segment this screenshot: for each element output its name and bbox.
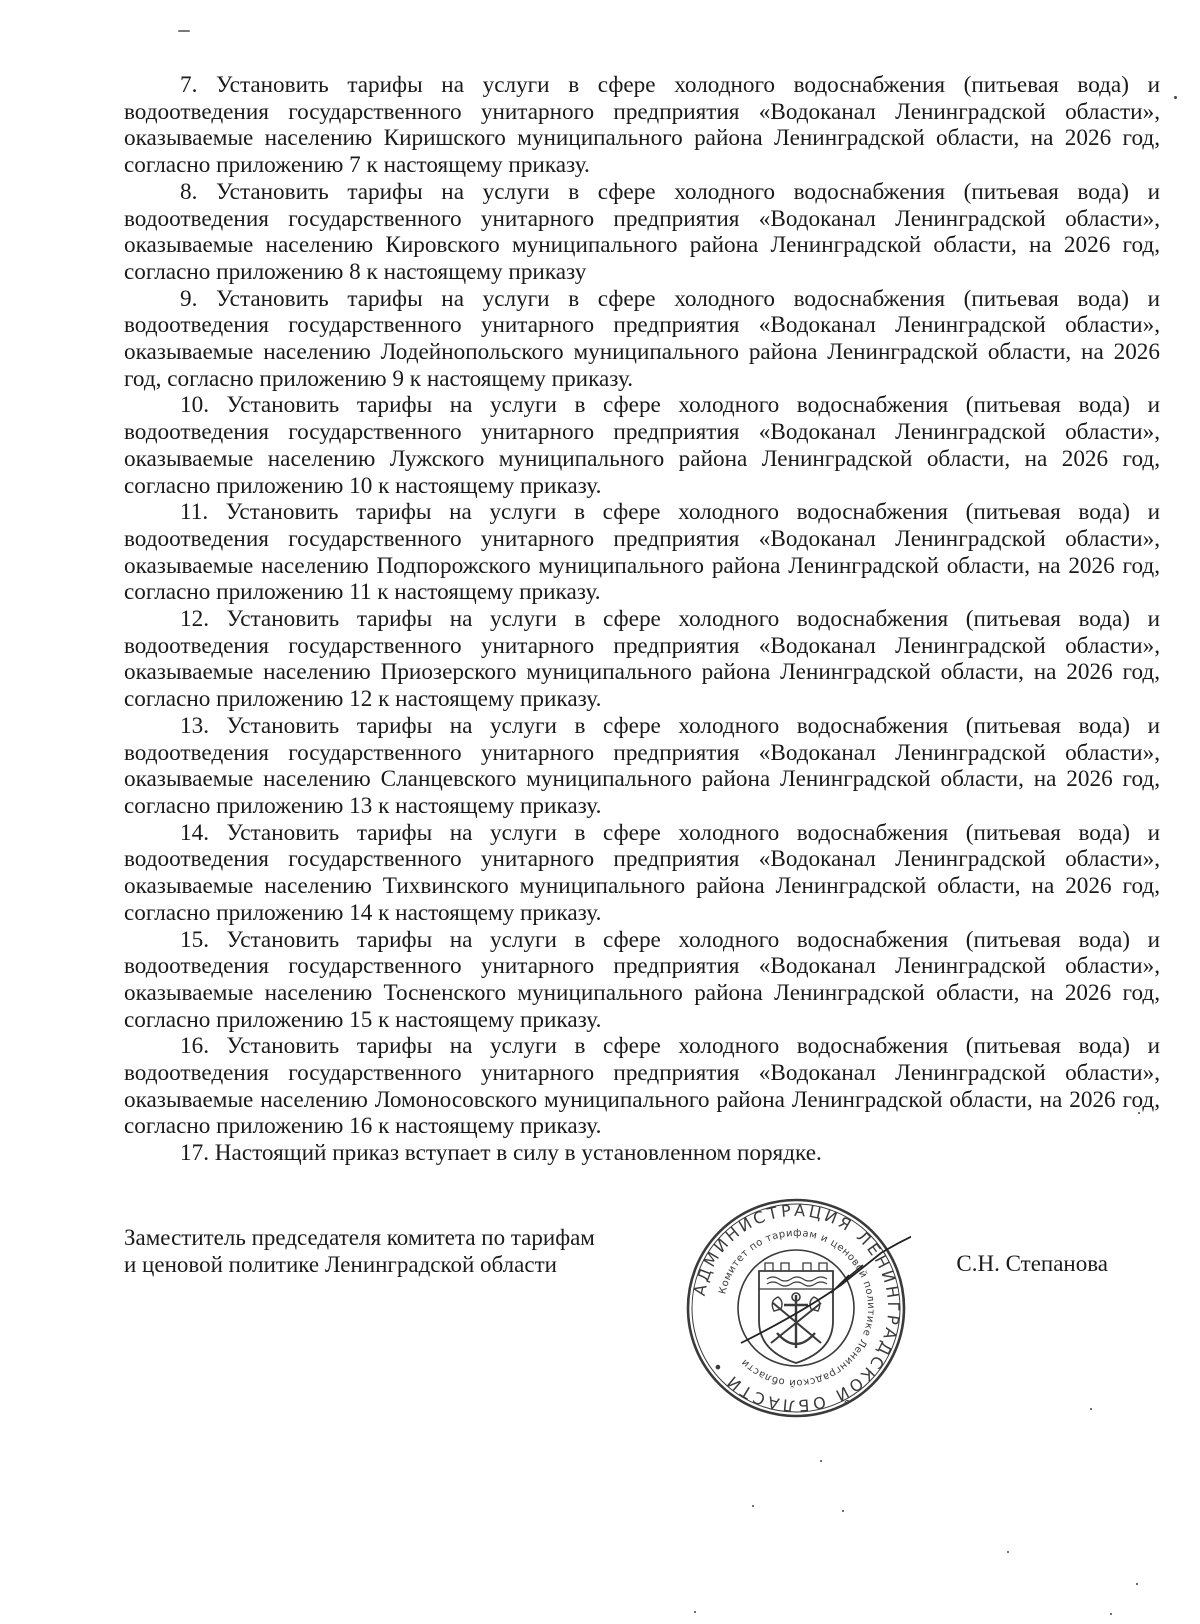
scan-speck bbox=[178, 30, 190, 32]
scan-speck bbox=[820, 1460, 822, 1462]
signer-position-line-1: Заместитель председателя комитета по тарифам bbox=[124, 1225, 595, 1250]
order-item-8: 8. Установить тарифы на услуги в сфере холодного водоснабжения (питьевая вода) и водоотведения государственного унитарного предприятия «Водоканал Ленинградской области», оказываемые населению Кировского муниципального района Ленинградской области, на 2026 год, согласно приложению 8 к настоящему приказу bbox=[124, 178, 1160, 285]
scan-speck bbox=[842, 1510, 844, 1512]
scan-speck bbox=[694, 1611, 696, 1613]
order-item-16: 16. Установить тарифы на услуги в сфере холодного водоснабжения (питьевая вода) и водоотведения государственного унитарного предприятия «Водоканал Ленинградской области», оказываемые населению Ломоносовского муниципального района Ленинградской области, на 2026 год, согласно приложению 16 к настоящему приказу. bbox=[124, 1033, 1160, 1140]
scan-speck bbox=[1007, 1551, 1009, 1553]
order-item-9: 9. Установить тарифы на услуги в сфере холодного водоснабжения (питьевая вода) и водоотведения государственного унитарного предприятия «Водоканал Ленинградской области», оказываемые населению Лодейнопольского муниципального района Ленинградской области, на 2026 год, согласно приложению 9 к настоящему приказу. bbox=[124, 285, 1160, 392]
order-item-17: 17. Настоящий приказ вступает в силу в установленном порядке. bbox=[180, 1140, 822, 1167]
scan-speck bbox=[1136, 1583, 1138, 1585]
signer-name: С.Н. Степанова bbox=[956, 1251, 1108, 1276]
order-item-15: 15. Установить тарифы на услуги в сфере холодного водоснабжения (питьевая вода) и водоотведения государственного унитарного предприятия «Водоканал Ленинградской области», оказываемые населению Тосненского муниципального района Ленинградской области, на 2026 год, согласно приложению 15 к настоящему приказу. bbox=[124, 926, 1160, 1033]
order-item-7: 7. Установить тарифы на услуги в сфере холодного водоснабжения (питьевая вода) и водоотведения государственного унитарного предприятия «Водоканал Ленинградской области», оказываемые населению Киришского муниципального района Ленинградской области, на 2026 год, согласно приложению 7 к настоящему приказу. bbox=[124, 72, 1160, 179]
order-item-14: 14. Установить тарифы на услуги в сфере холодного водоснабжения (питьевая вода) и водоотведения государственного унитарного предприятия «Водоканал Ленинградской области», оказываемые населению Тихвинского муниципального района Ленинградской области, на 2026 год, согласно приложению 14 к настоящему приказу. bbox=[124, 819, 1160, 926]
scan-speck bbox=[1174, 96, 1177, 99]
svg-text:Комитет по тарифам и ценовой п: Комитет по тарифам и ценовой политике Ленинградской области bbox=[717, 1227, 877, 1389]
signer-position-line-2: и ценовой политике Ленинградской области bbox=[124, 1251, 557, 1277]
scan-speck bbox=[752, 1505, 754, 1507]
order-item-10: 10. Установить тарифы на услуги в сфере холодного водоснабжения (питьевая вода) и водоотведения государственного унитарного предприятия «Водоканал Ленинградской области», оказываемые населению Лужского муниципального района Ленинградской области, на 2026 год, согласно приложению 10 к настоящему приказу. bbox=[124, 392, 1160, 499]
signer-position bbox=[124, 1225, 595, 1278]
order-item-12: 12. Установить тарифы на услуги в сфере холодного водоснабжения (питьевая вода) и водоотведения государственного унитарного предприятия «Водоканал Ленинградской области», оказываемые населению Приозерского муниципального района Ленинградской области, на 2026 год, согласно приложению 12 к настоящему приказу. bbox=[124, 606, 1160, 713]
order-item-11: 11. Установить тарифы на услуги в сфере холодного водоснабжения (питьевая вода) и водоотведения государственного унитарного предприятия «Водоканал Ленинградской области», оказываемые населению Подпорожского муниципального района Ленинградской области, на 2026 год, согласно приложению 11 к настоящему приказу. bbox=[124, 499, 1160, 606]
official-seal-stamp bbox=[681, 1193, 911, 1423]
signature-block bbox=[124, 1200, 1180, 1425]
order-item-13: 13. Установить тарифы на услуги в сфере холодного водоснабжения (питьевая вода) и водоотведения государственного унитарного предприятия «Водоканал Ленинградской области», оказываемые населению Сланцевского муниципального района Ленинградской области, на 2026 год, согласно приложению 13 к настоящему приказу. bbox=[124, 712, 1160, 819]
svg-text:АДМИНИСТРАЦИЯ ЛЕНИНГРАДСКОЙ ОБ: АДМИНИСТРАЦИЯ ЛЕНИНГРАДСКОЙ ОБЛАСТИ • bbox=[689, 1200, 904, 1416]
scan-speck bbox=[1110, 1613, 1112, 1615]
order-body-text bbox=[124, 72, 1160, 1167]
